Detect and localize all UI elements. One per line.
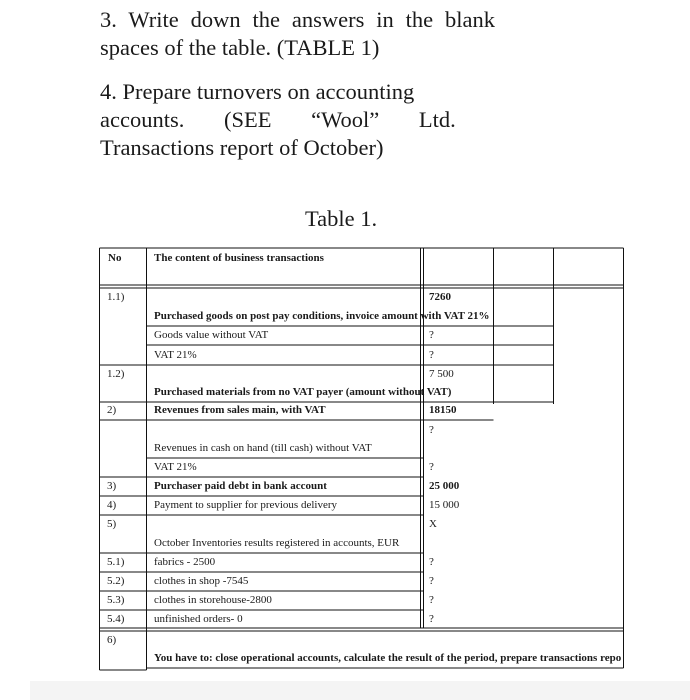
clothes-storehouse-label: clothes in storehouse-2800 <box>154 594 272 606</box>
vat-label-1: VAT 21% <box>154 349 197 361</box>
row-number-3: 3) <box>107 480 117 492</box>
blank-answer-6: ? <box>429 575 434 587</box>
amount-7500: 7 500 <box>429 368 454 380</box>
purchased-materials-label: Purchased materials from no VAT payer (amount without VAT) <box>154 386 452 398</box>
row-number-5-3: 5.3) <box>107 594 125 606</box>
unfinished-label: unfinished orders- 0 <box>154 613 243 625</box>
payment-supplier-label: Payment to supplier for previous delivery <box>154 499 337 511</box>
row-number-5: 5) <box>107 518 117 530</box>
clothes-shop-label: clothes in shop -7545 <box>154 575 249 587</box>
revenues-label: Revenues from sales main, with VAT <box>154 404 326 416</box>
row-number-5-4: 5.4) <box>107 613 125 625</box>
blank-answer-2: ? <box>429 349 434 361</box>
page-bottom-band <box>30 681 690 700</box>
inventories-label: October Inventories results registered in accounts, EUR <box>154 537 400 549</box>
header-no: No <box>108 252 122 264</box>
instruction-4-line-1: 4. Prepare turnovers on accounting <box>100 79 415 104</box>
instruction-4-line-2: accounts. (SEE “Wool” Ltd. <box>100 107 456 132</box>
row-number-2: 2) <box>107 404 117 416</box>
instruction-3: 3. Write down the answers in the blank spaces of the table. (TABLE 1) <box>100 7 495 60</box>
blank-answer-1: ? <box>429 329 434 341</box>
amount-18150: 18150 <box>429 404 457 416</box>
row-number-5-2: 5.2) <box>107 575 125 587</box>
purchaser-paid-label: Purchaser paid debt in bank account <box>154 480 327 492</box>
table-caption: Table 1. <box>305 206 378 231</box>
blank-answer-3: ? <box>429 424 434 436</box>
row-number-6: 6) <box>107 634 117 646</box>
x-mark: X <box>429 518 437 530</box>
amount-15000: 15 000 <box>429 499 460 511</box>
blank-answer-5: ? <box>429 556 434 568</box>
fabrics-label: fabrics - 2500 <box>154 556 216 568</box>
row-number-5-1: 5.1) <box>107 556 125 568</box>
purchased-goods-label: Purchased goods on post pay conditions, invoice amount with VAT 21% <box>154 310 490 322</box>
goods-value-label: Goods value without VAT <box>154 329 269 341</box>
blank-answer-7: ? <box>429 594 434 606</box>
row-number-4: 4) <box>107 499 117 511</box>
instruction-4-line-3: Transactions report of October) <box>100 135 384 160</box>
revenues-cash-label: Revenues in cash on hand (till cash) without VAT <box>154 442 372 454</box>
row-number-1-1: 1.1) <box>107 291 125 303</box>
blank-answer-4: ? <box>429 461 434 473</box>
blank-answer-8: ? <box>429 613 434 625</box>
row-number-1-2: 1.2) <box>107 368 125 380</box>
final-note: You have to: close operational accounts, calculate the result of the period, prepare transactions repo <box>154 652 622 664</box>
header-content: The content of business transactions <box>154 252 324 264</box>
amount-7260: 7260 <box>429 291 451 303</box>
vat-label-2: VAT 21% <box>154 461 197 473</box>
amount-25000: 25 000 <box>429 480 460 492</box>
